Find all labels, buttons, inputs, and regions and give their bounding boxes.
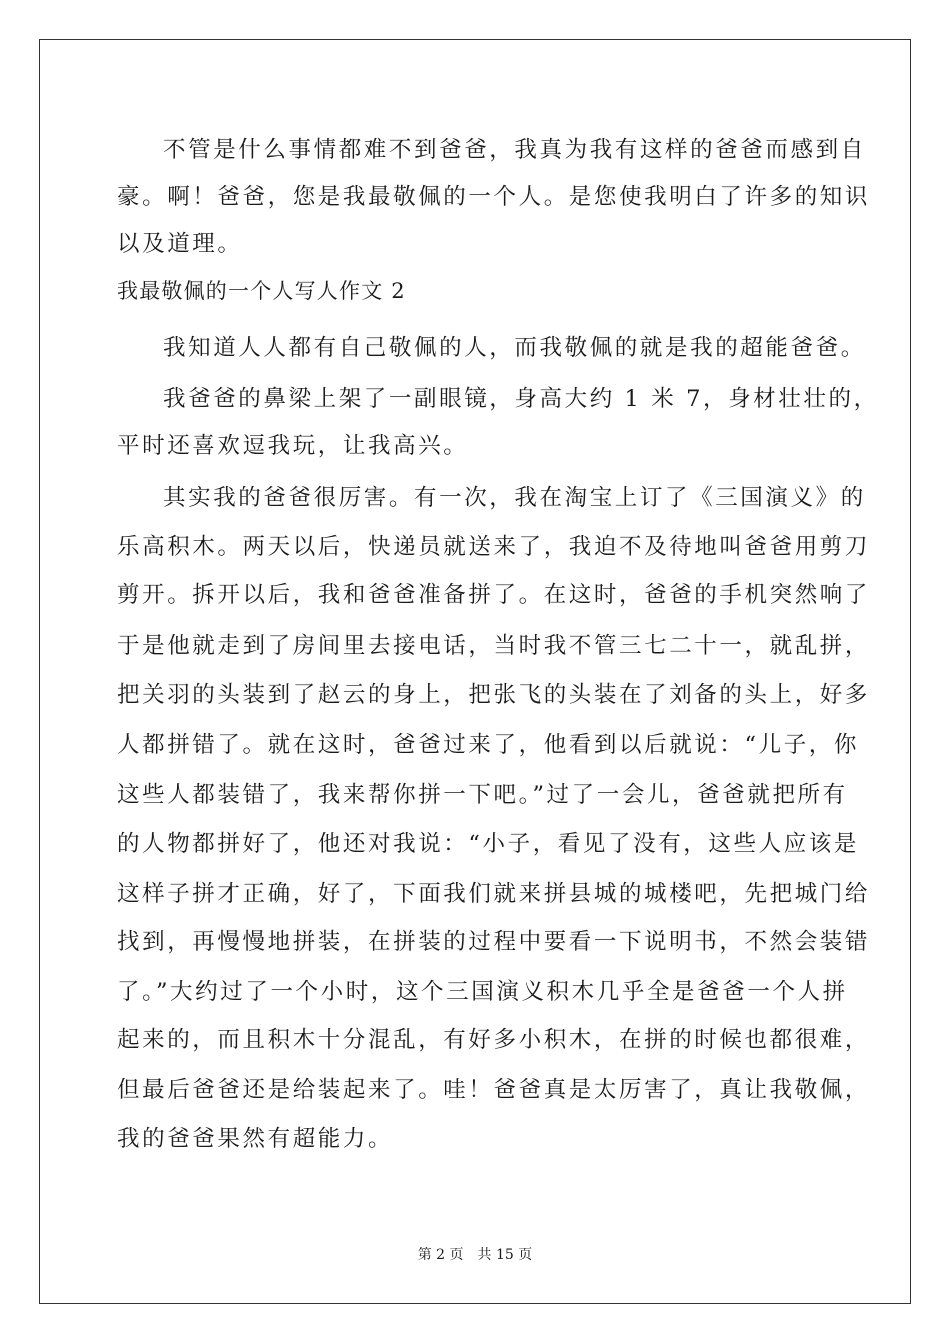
text-line: 其实我的爸爸很厉害。有一次，我在淘宝上订了《三国演义》的 [163,485,866,511]
text-line: 平时还喜欢逗我玩，让我高兴。 [117,433,469,459]
text-line: 的人物都拼好了，他还对我说：“小子，看见了没有，这些人应该是 [117,831,860,857]
text-line: 找到，再慢慢地拼装，在拼装的过程中要看一下说明书，不然会装错 [117,929,871,955]
text-line: 于是他就走到了房间里去接电话，当时我不管三七二十一，就乱拼， [117,633,871,659]
text-line: 人都拼错了。就在这时，爸爸过来了，他看到以后就说：“儿子，你 [117,732,860,758]
text-line: 我的爸爸果然有超能力。 [117,1126,394,1152]
page-number-footer: 第 2 页 共 15 页 [417,1247,533,1263]
text-line: 这样子拼才正确，好了，下面我们就来拼县城的城楼吧，先把城门给 [117,881,871,907]
text-line: 不管是什么事情都难不到爸爸，我真为我有这样的爸爸而感到自 [163,137,866,163]
text-line: 豪。啊！爸爸，您是我最敬佩的一个人。是您使我明白了许多的知识 [117,184,871,210]
section-title: 我最敬佩的一个人写人作文 2 [117,279,406,303]
text-line: 剪开。拆开以后，我和爸爸准备拼了。在这时，爸爸的手机突然响了 [117,582,871,608]
text-line: 以及道理。 [117,231,243,257]
text-line: 起来的，而且积木十分混乱，有好多小积木，在拼的时候也都很难， [117,1027,871,1053]
text-line: 这些人都装错了，我来帮你拼一下吧。”过了一会儿，爸爸就把所有 [117,782,848,808]
text-line: 我知道人人都有自己敬佩的人，而我敬佩的就是我的超能爸爸。 [163,335,866,361]
text-line: 了。”大约过了一个小时，这个三国演义积木几乎全是爸爸一个人拼 [117,979,848,1005]
text-line: 乐高积木。两天以后，快递员就送来了，我迫不及待地叫爸爸用剪刀 [117,534,871,560]
text-line: 把关羽的头装到了赵云的身上，把张飞的头装在了刘备的头上，好多 [117,682,871,708]
text-line: 但最后爸爸还是给装起来了。哇！爸爸真是太厉害了，真让我敬佩， [117,1077,871,1103]
text-line: 我爸爸的鼻梁上架了一副眼镜，身高大约 1 米 7，身材壮壮的， [163,386,879,412]
